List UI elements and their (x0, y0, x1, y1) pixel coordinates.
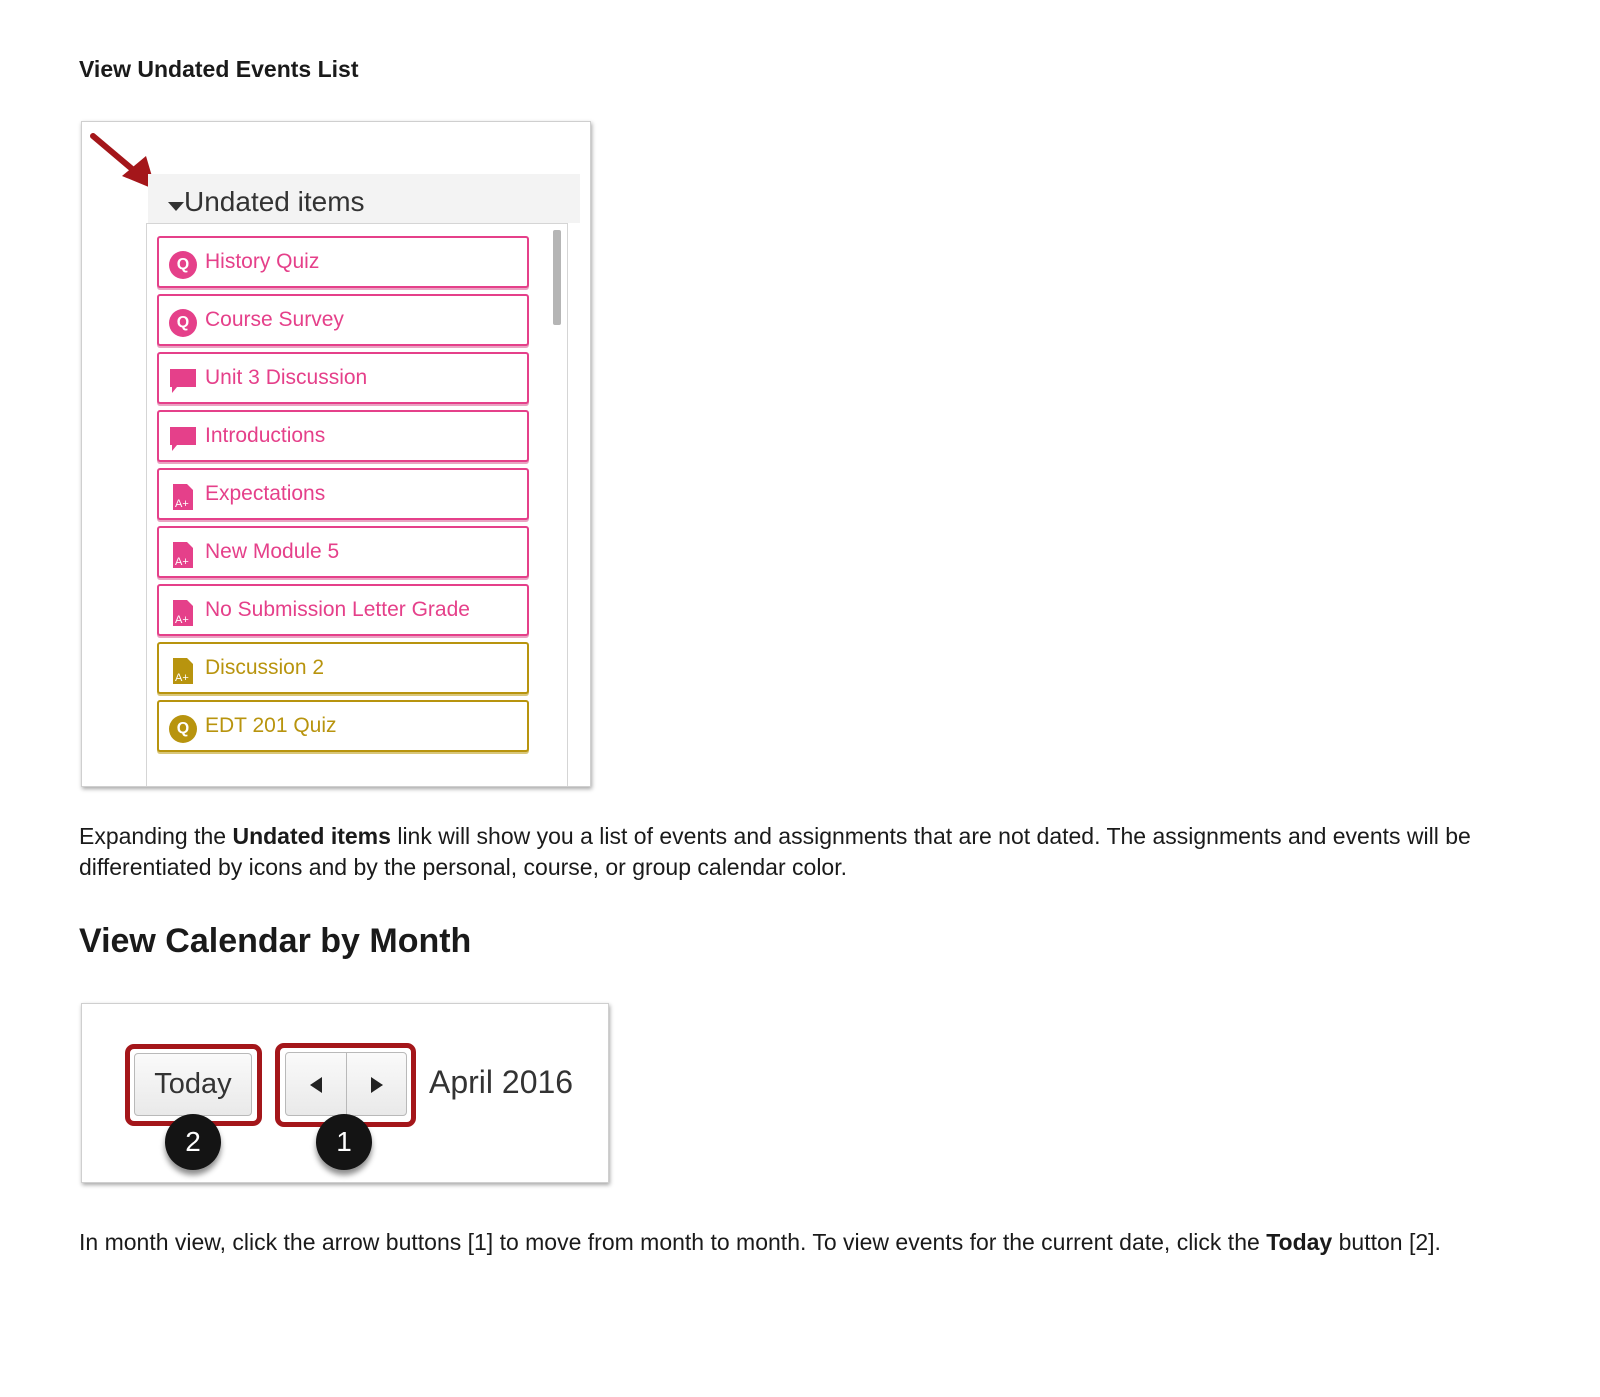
section-title-undated: View Undated Events List (79, 56, 359, 82)
list-item[interactable] (157, 410, 529, 462)
item-label: History Quiz (205, 250, 320, 273)
item-label: No Submission Letter Grade (205, 598, 470, 621)
undated-items-emphasis: Undated items (232, 823, 391, 849)
assignment-glyph: A+ (175, 556, 189, 568)
list-item[interactable] (157, 526, 529, 578)
list-scrollbar[interactable] (553, 230, 561, 325)
item-label: Unit 3 Discussion (205, 366, 368, 389)
item-label: Discussion 2 (205, 656, 325, 679)
caret-right-icon (371, 1077, 383, 1093)
list-item[interactable] (157, 294, 529, 346)
caret-left-icon (310, 1077, 322, 1093)
list-item[interactable] (157, 236, 529, 288)
next-month-button[interactable] (346, 1052, 407, 1116)
current-month-label: April 2016 (429, 1064, 574, 1100)
month-navigation-screenshot (81, 1003, 609, 1183)
assignment-icon (169, 657, 197, 685)
list-item[interactable] (157, 352, 529, 404)
assignment-glyph: A+ (175, 614, 189, 626)
text-run: link will show you a list of events and assignments that are not dated. The assignments and events will be differentiated by icons and by the personal, course, or group calendar color. (79, 823, 1471, 880)
assignment-icon (169, 599, 197, 627)
quiz-icon: Q (169, 309, 197, 337)
assignment-icon (169, 541, 197, 569)
item-label: Introductions (205, 424, 326, 447)
today-emphasis: Today (1266, 1229, 1333, 1255)
expand-caret-icon[interactable] (168, 202, 184, 211)
callout-badge-2: 2 (165, 1114, 221, 1170)
list-item[interactable] (157, 642, 529, 694)
discussion-icon (169, 367, 197, 395)
undated-description (79, 821, 1519, 883)
today-button[interactable]: Today (134, 1053, 252, 1116)
assignment-glyph: A+ (175, 672, 189, 684)
text-run: button [2]. (1332, 1229, 1441, 1255)
list-item[interactable] (157, 584, 529, 636)
item-label: EDT 201 Quiz (205, 714, 337, 737)
item-label: New Module 5 (205, 540, 340, 563)
list-item[interactable] (157, 700, 529, 752)
previous-month-button[interactable] (285, 1052, 347, 1116)
section-title-month: View Calendar by Month (79, 922, 472, 960)
callout-badge-1: 1 (316, 1114, 372, 1170)
undated-items-screenshot (81, 121, 591, 787)
assignment-glyph: A+ (175, 498, 189, 510)
text-run: In month view, click the arrow buttons [1] to move from month to month. To view events for the current date, click the (79, 1229, 1267, 1255)
discussion-icon (169, 425, 197, 453)
undated-items-link[interactable]: Undated items (184, 186, 365, 217)
assignment-icon (169, 483, 197, 511)
item-label: Expectations (205, 482, 326, 505)
text-run: Expanding the (79, 823, 233, 849)
list-item[interactable] (157, 468, 529, 520)
quiz-icon: Q (169, 715, 197, 743)
month-description (79, 1227, 1519, 1258)
item-label: Course Survey (205, 308, 344, 331)
quiz-icon: Q (169, 251, 197, 279)
